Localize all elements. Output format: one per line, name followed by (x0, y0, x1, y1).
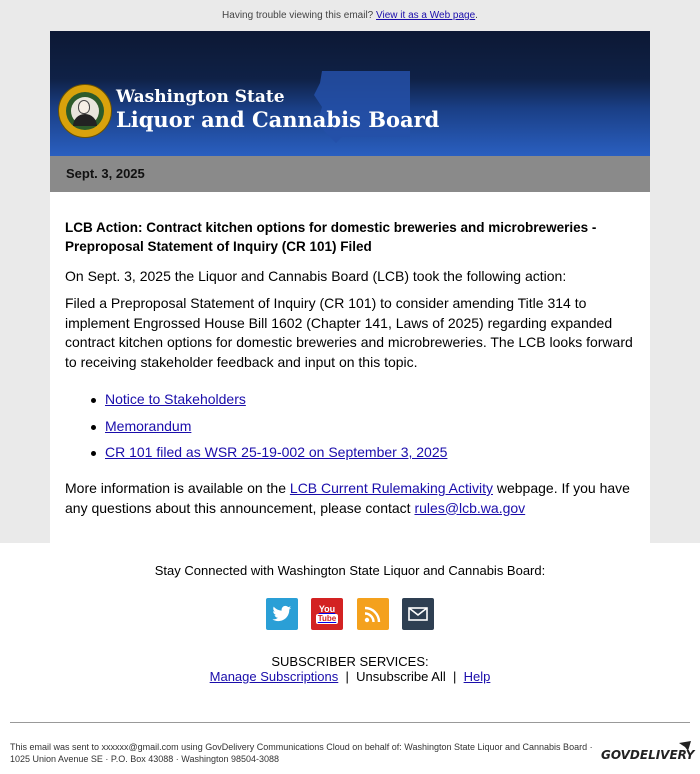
envelope-icon (679, 741, 691, 751)
manage-subscriptions-link[interactable]: Manage Subscriptions (209, 669, 339, 684)
more-information: More information is available on the LCB Current Rulemaking Activity webpage. If you have any questions about this announcement, please contact rules@lcb.wa.gov (65, 480, 630, 516)
preheader: Having trouble viewing this email? View it as a Web page. (222, 10, 478, 21)
agency-name-line2: Liquor and Cannabis Board (116, 107, 440, 132)
footer-text: This email was sent to xxxxxx@gmail.com using GovDelivery Communications Cloud on behalf of: Washington State Liquor and Cannabis Board · 1025 Union Avenue SE · P.O. Box 43088 · Washington 98504-3088 (10, 742, 593, 764)
article-body: Filed a Preproposal Statement of Inquiry (CR 101) to consider amending Title 314 to implement Engrossed House Bill 1602 (Chapter 141, Laws of 2025) regarding expanded contract kitchen options for domestic breweries and microbreweries. The LCB looks forward to receiving stakeholder feedback and input on this topic. (65, 295, 633, 370)
youtube-icon[interactable]: You Tube (311, 598, 343, 630)
preheader-text: Having trouble viewing this email? (222, 10, 374, 21)
article-intro: On Sept. 3, 2025 the Liquor and Cannabis Board (LCB) took the following action: (65, 268, 567, 284)
article-headline: LCB Action: Contract kitchen options for domestic breweries and microbreweries - Preproposal Statement of Inquiry (CR 101) Filed (65, 220, 597, 254)
footer-divider (10, 722, 690, 723)
agency-name-line1: Washington State (116, 87, 285, 107)
stay-connected-heading: Stay Connected with Washington State Liquor and Cannabis Board: (154, 563, 546, 578)
rulemaking-activity-link[interactable]: LCB Current Rulemaking Activity (289, 480, 493, 496)
subscriber-services-heading: SUBSCRIBER SERVICES: (271, 654, 429, 669)
help-link[interactable]: Help (463, 669, 491, 684)
list-item (65, 444, 640, 471)
web-version-link[interactable]: View it as a Web page (376, 10, 476, 21)
date-bar (50, 156, 650, 192)
subscriber-links: Manage Subscriptions | Unsubscribe All | Help (209, 669, 491, 684)
contact-email-link[interactable]: rules@lcb.wa.gov (414, 499, 526, 516)
rss-icon[interactable] (357, 598, 389, 630)
unsubscribe-all[interactable]: Unsubscribe All (356, 669, 446, 684)
cr101-filing-link[interactable]: CR 101 filed as WSR 25-19-002 on September 3, 2025 (105, 444, 448, 460)
notice-to-stakeholders-link[interactable]: Notice to Stakeholders (105, 391, 246, 407)
state-seal-icon (58, 84, 112, 138)
govdelivery-logo: GOVDELIVERY (601, 748, 695, 762)
issue-date: Sept. 3, 2025 (66, 166, 145, 181)
twitter-icon[interactable] (266, 598, 298, 630)
list-item (65, 391, 640, 418)
article-content (50, 192, 650, 543)
email-icon[interactable] (402, 598, 434, 630)
list-item (65, 418, 640, 445)
header-banner (50, 31, 650, 156)
memorandum-link[interactable]: Memorandum (105, 417, 192, 434)
document-links (65, 391, 640, 471)
